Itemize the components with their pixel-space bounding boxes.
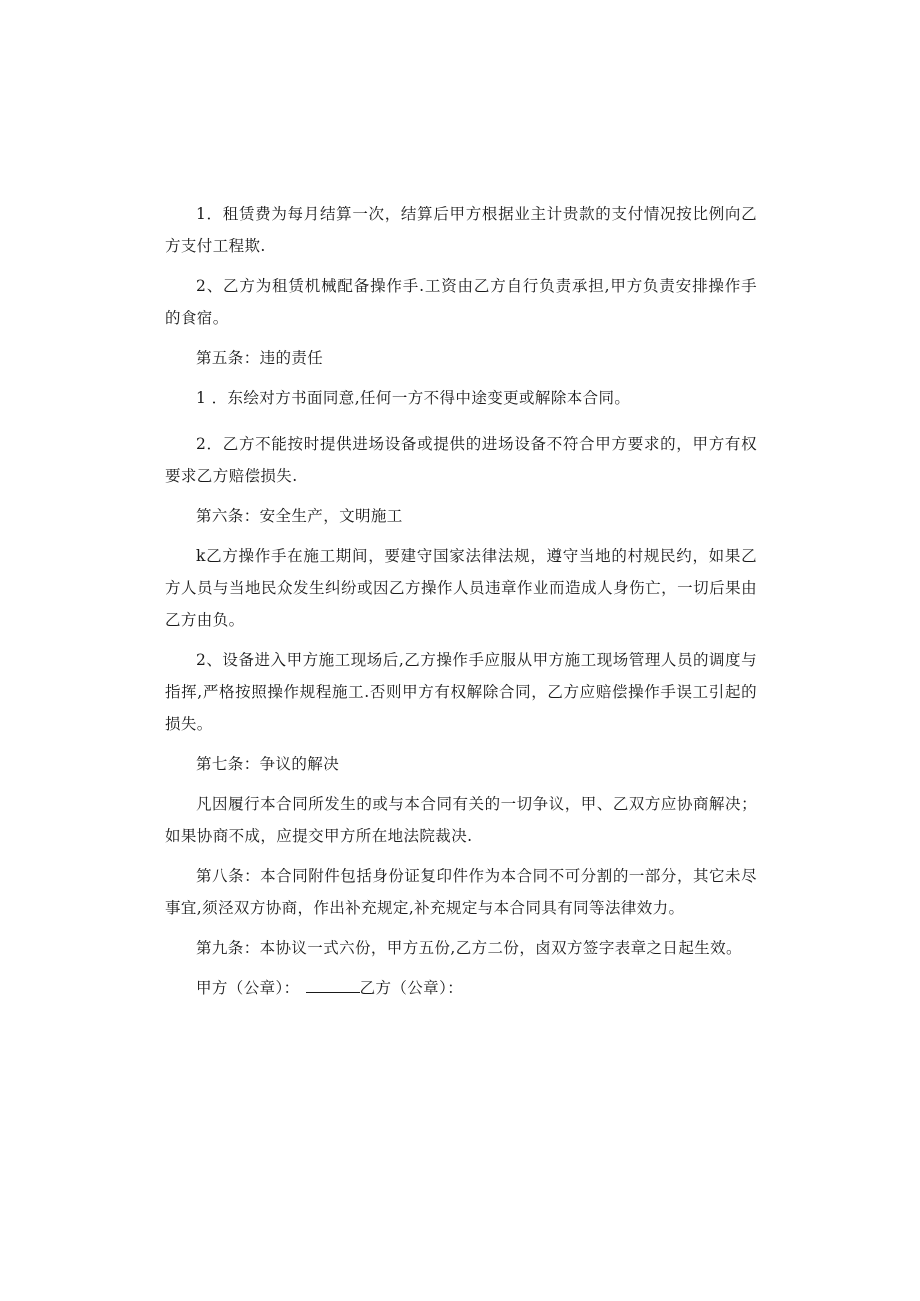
article-heading: 第五条：违的责任 bbox=[196, 349, 324, 367]
clause-paragraph: 1 ．东绘对方书面同意,任何一方不得中途变更或解除本合同。 bbox=[196, 389, 631, 407]
contract-page bbox=[165, 198, 757, 1004]
party-a-seal-label: 甲方（公章）： bbox=[196, 979, 300, 997]
clause-paragraph: 第八条：本合同附件包括身份证复印件作为本合同不可分割的一部分，其它未尽事宜,须泾双方协商，作出补充规定,补充规定与本合同具有同等法律效力。 bbox=[165, 867, 757, 917]
clause-paragraph: 凡因履行本合同所发生的或与本合同有关的一切争议，甲、乙双方应协商解决；如果协商不成，应提交甲方所在地法院裁决. bbox=[165, 795, 757, 845]
clause-paragraph: 1．租赁费为每月结算一次，结算后甲方根据业主计贵款的支付情况按比例向乙方支付工程欺. bbox=[165, 205, 757, 255]
clause-paragraph: 2、乙方为租赁机械配备操作手.工资由乙方自行负责承担,甲方负责安排操作手的食宿。 bbox=[165, 277, 757, 327]
article-heading: 第七条：争议的解决 bbox=[196, 755, 340, 773]
article-heading: 第六条：安全生产，文明施工 bbox=[196, 507, 403, 525]
clause-paragraph: 2．乙方不能按时提供进场设备或提供的进场设备不符合甲方要求的，甲方有权要求乙方赔偿损失. bbox=[165, 435, 757, 485]
clause-paragraph: k乙方操作手在施工期间，要建守国家法律法规，遵守当地的村规民约，如果乙方人员与当地民众发生纠纷或因乙方操作人员违章作业而造成人身伤亡，一切后果由乙方由负。 bbox=[165, 547, 757, 629]
clause-paragraph: 第九条：本协议一式六份，甲方五份,乙方二份，卤双方签字表章之日起生效。 bbox=[196, 939, 742, 957]
party-b-seal-label: 乙方（公章）： bbox=[359, 979, 464, 997]
signature-blank-line bbox=[306, 972, 360, 993]
clause-paragraph: 2、设备进入甲方施工现场后,乙方操作手应服从甲方施工现场管理人员的调度与指挥,严格按照操作规程施工.否则甲方有权解除合同，乙方应赔偿操作手误工引起的损失。 bbox=[165, 651, 757, 733]
signature-row bbox=[165, 972, 757, 1004]
